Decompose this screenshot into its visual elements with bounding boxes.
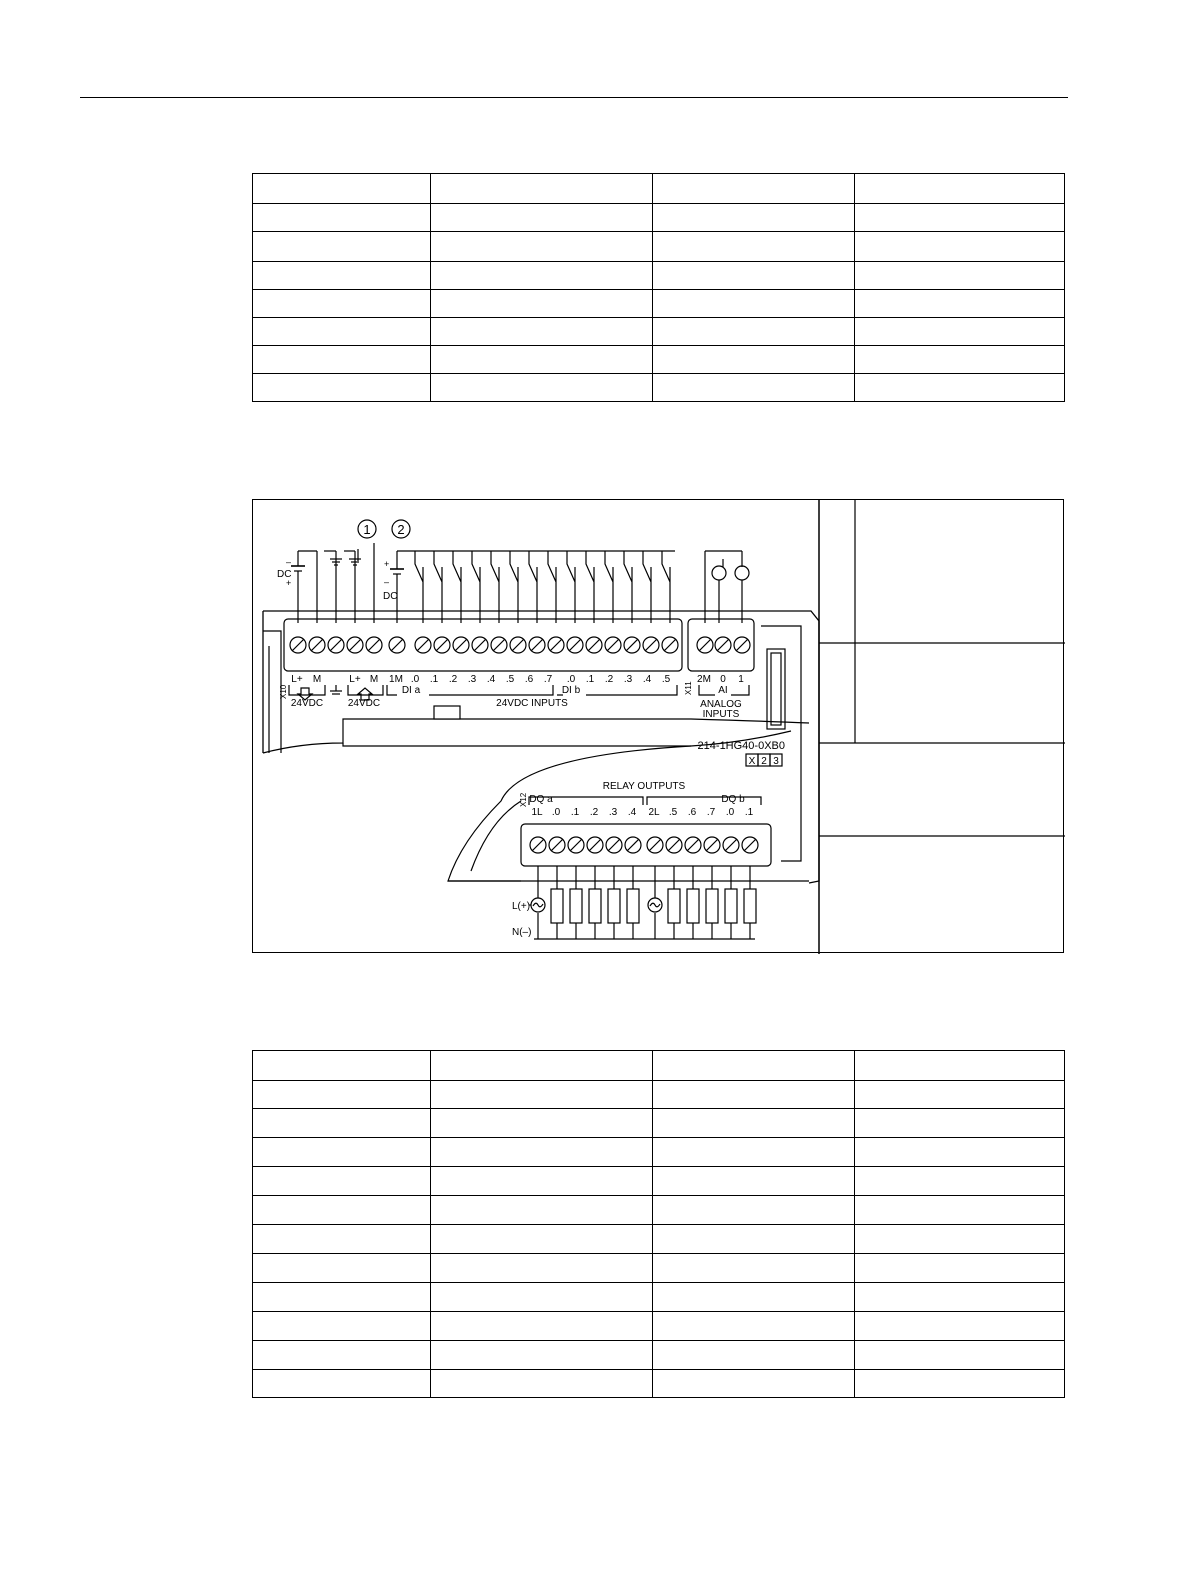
table-row [253,1312,1065,1341]
input-terminal-label: .0 [410,674,420,685]
output-terminal-label: 1L [531,807,543,818]
input-common-label: 1M [389,674,403,685]
table-row [253,318,1065,346]
version-box: 3 [773,756,779,767]
table-row [253,290,1065,318]
table-row [253,232,1065,262]
supply-in-label: 24VDC [290,698,324,709]
input-terminal-label: .5 [505,674,515,685]
table-row [253,1283,1065,1312]
dib-label: DI b [561,685,581,696]
input-terminal-label: .7 [543,674,553,685]
plus-sign: + [384,559,390,569]
bottom-table [252,1050,1065,1398]
supply-terminal-label: M [369,674,379,685]
callout-2: 2 [397,522,405,537]
supply-terminal-label: M [312,674,322,685]
output-terminal-label: .5 [668,807,678,818]
analog-source-icon [735,566,749,580]
minus-sign: – [286,557,292,567]
wiring-diagram-figure [252,499,1064,953]
output-terminal-label: .6 [687,807,697,818]
wiring-diagram [253,500,1065,954]
top-table [252,173,1065,402]
analog-terminal-label: 1 [738,674,744,685]
connector-x12: X12 [519,792,528,807]
ai-label: AI [718,685,728,696]
analog-label-line1: ANALOG [700,699,742,710]
version-box: 2 [761,756,767,767]
input-source-label: DC [383,591,398,602]
table-row [253,262,1065,290]
connector-x10: X10 [279,684,288,699]
input-terminal-label: .4 [486,674,496,685]
table-row [253,1370,1065,1398]
power-source-label: DC [277,569,292,580]
output-terminal-label: .0 [725,807,735,818]
analog-label-line2: INPUTS [702,709,740,720]
table-row [253,1138,1065,1167]
connector-x11: X11 [684,681,693,695]
dqb-label: DQ b [721,794,745,805]
supply-terminal-label: L+ [349,674,361,685]
input-terminal-label: .2 [604,674,614,685]
table-row [253,1341,1065,1370]
input-terminal-label: .6 [524,674,534,685]
line-label: L(+) [512,901,531,912]
bottom-screw-terminals [530,837,758,853]
analog-terminal-label: 0 [720,674,726,685]
input-switches [415,551,670,623]
version-box: X [748,756,756,767]
table-row [253,204,1065,232]
dqa-label: DQ a [529,794,553,805]
output-terminal-label: 2L [648,807,660,818]
header-rule [80,97,1068,98]
minus-sign: – [384,577,390,587]
input-terminal-label: .0 [566,674,576,685]
table-row [253,1109,1065,1138]
inputs-label: 24VDC INPUTS [496,698,568,709]
output-terminal-label: .4 [627,807,637,818]
table-row [253,1254,1065,1283]
output-terminal-label: .1 [744,807,754,818]
input-terminal-label: .2 [448,674,458,685]
input-terminal-label: .1 [429,674,439,685]
part-number: 214-1HG40-0XB0 [697,740,785,752]
table-row [253,1225,1065,1254]
table-row [253,374,1065,402]
input-terminal-label: .3 [467,674,477,685]
table-row [253,1081,1065,1109]
callout-1: 1 [363,522,371,537]
output-terminal-label: .7 [706,807,716,818]
supply-out-label: 24VDC [347,698,381,709]
input-terminal-label: .5 [661,674,671,685]
neutral-label: N(–) [512,927,532,938]
input-terminal-label: .1 [585,674,595,685]
output-terminal-label: .0 [551,807,561,818]
dia-label: DI a [401,685,421,696]
table-row [253,1167,1065,1196]
table-row [253,1196,1065,1225]
input-terminal-label: .3 [623,674,633,685]
plus-sign: + [286,578,292,588]
analog-terminal-label: 2M [697,674,711,685]
input-terminal-label: .4 [642,674,652,685]
relay-label: RELAY OUTPUTS [602,781,686,792]
output-terminal-label: .2 [589,807,599,818]
top-screw-terminals [290,637,750,653]
supply-terminal-label: L+ [291,674,303,685]
output-terminal-label: .1 [570,807,580,818]
output-loads [551,866,756,939]
analog-source-icon [712,566,726,580]
table-row [253,346,1065,374]
table-row [253,174,1065,204]
table-row [253,1051,1065,1081]
output-terminal-label: .3 [608,807,618,818]
